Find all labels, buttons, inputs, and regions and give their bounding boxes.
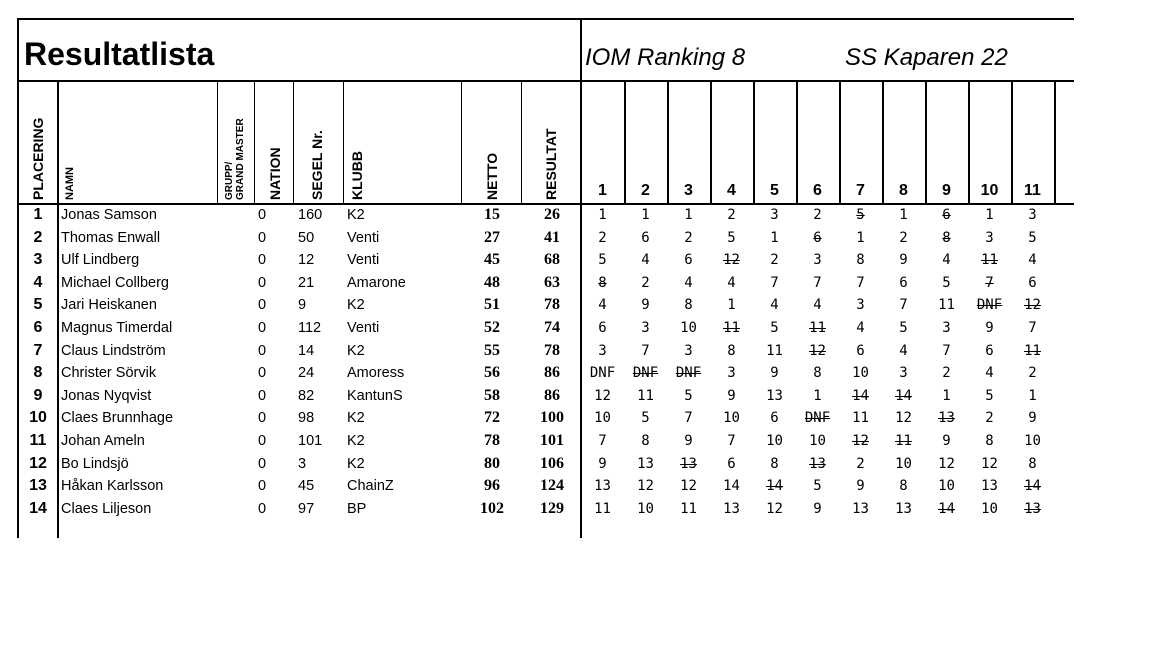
table-row <box>0 453 1152 476</box>
race-11-score: 2 <box>1028 365 1037 382</box>
race-11-score: 4 <box>1028 252 1037 269</box>
sail-number-cell: 160 <box>298 207 323 223</box>
race-10-score: 12 <box>981 455 998 472</box>
race-9-score: 1 <box>942 387 951 404</box>
race-7-score: 1 <box>856 229 865 246</box>
club-cell: Amoress <box>347 365 405 382</box>
sail-number-cell: 9 <box>298 297 307 314</box>
race-3-score: 3 <box>684 342 693 359</box>
club-cell: Amarone <box>347 274 406 291</box>
race-4-score: 3 <box>727 365 736 382</box>
nation-cell: 0 <box>258 229 267 246</box>
netto-cell: 80 <box>484 454 500 472</box>
netto-cell: 55 <box>484 341 500 359</box>
club-cell: K2 <box>347 433 365 449</box>
race-6-score: 9 <box>813 500 822 517</box>
placement-cell: 9 <box>33 386 43 404</box>
name-cell: Christer Sörvik <box>61 365 157 382</box>
race-4-score: 13 <box>723 500 740 517</box>
header-netto: NETTO <box>484 152 500 200</box>
race-5-score: 10 <box>766 433 783 449</box>
netto-cell: 96 <box>484 477 500 495</box>
race-11-score: 11 <box>1024 342 1041 359</box>
resultat-cell: 100 <box>540 409 564 427</box>
race-11-score: 1 <box>1028 387 1037 404</box>
race-3-score: 13 <box>680 455 697 472</box>
race-10-score: 10 <box>981 500 998 517</box>
sail-number-cell: 50 <box>298 229 315 246</box>
placement-cell: 12 <box>29 454 47 472</box>
race-5-score: 7 <box>770 274 779 291</box>
race-9-score: 12 <box>938 455 955 472</box>
race-11-score: 9 <box>1028 410 1037 427</box>
race-7-score: 13 <box>852 500 869 517</box>
race-2-score: 11 <box>637 387 654 404</box>
nation-cell: 0 <box>258 252 267 269</box>
header-namn: NAMN <box>64 167 76 200</box>
race-2-score: 6 <box>641 229 650 246</box>
table-row <box>0 362 1152 385</box>
race-4-score: 11 <box>723 320 740 336</box>
netto-cell: 72 <box>484 409 500 427</box>
club-cell: K2 <box>347 297 365 314</box>
name-cell: Håkan Karlsson <box>61 478 164 495</box>
header-race-2: 2 <box>641 182 650 199</box>
title-rule <box>18 80 1074 82</box>
race-7-score: 14 <box>852 387 869 404</box>
resultat-cell: 124 <box>540 477 564 495</box>
race-5-score: 5 <box>770 320 779 336</box>
race-8-score: 7 <box>899 297 908 314</box>
netto-cell: 78 <box>484 432 500 449</box>
sail-number-cell: 112 <box>298 320 322 336</box>
sail-number-cell: 45 <box>298 478 315 495</box>
table-row <box>0 249 1152 272</box>
race-4-score: 9 <box>727 387 736 404</box>
race-4-score: 14 <box>723 478 740 495</box>
netto-cell: 56 <box>484 364 500 382</box>
race-10-score: 13 <box>981 478 998 495</box>
resultat-cell: 68 <box>544 251 560 269</box>
netto-cell: 45 <box>484 251 500 269</box>
race-5-score: 13 <box>766 387 783 404</box>
race-10-score: 2 <box>985 410 994 427</box>
race-10-score: 9 <box>985 320 994 336</box>
race-6-score: 2 <box>813 207 822 223</box>
netto-cell: 15 <box>484 206 500 223</box>
race-1-score: 3 <box>598 342 607 359</box>
race-3-score: 6 <box>684 252 693 269</box>
resultat-cell: 78 <box>544 341 560 359</box>
race-1-score: DNF <box>589 365 616 382</box>
race-2-score: 1 <box>641 207 650 223</box>
race-1-score: 9 <box>598 455 607 472</box>
header-race-11: 11 <box>1024 182 1041 199</box>
name-cell: Bo Lindsjö <box>61 455 129 472</box>
race-7-score: 10 <box>852 365 869 382</box>
race-1-score: 5 <box>598 252 607 269</box>
race-6-score: 6 <box>813 229 822 246</box>
placement-cell: 1 <box>33 206 43 223</box>
race-11-score: 6 <box>1028 274 1037 291</box>
sail-number-cell: 3 <box>298 455 307 472</box>
placement-cell: 3 <box>33 251 43 269</box>
table-row <box>0 475 1152 498</box>
header-placering: PLACERING <box>30 117 46 200</box>
race-7-score: 5 <box>856 207 865 223</box>
race-9-score: 6 <box>942 207 951 223</box>
race-11-score: 5 <box>1028 229 1037 246</box>
race-3-score: 7 <box>684 410 693 427</box>
race-5-score: 1 <box>770 229 779 246</box>
race-2-score: 8 <box>641 433 650 449</box>
col-rule-grupp <box>254 81 255 203</box>
race-6-score: 10 <box>809 433 826 449</box>
sail-number-cell: 24 <box>298 365 315 382</box>
race-8-score: 8 <box>899 478 908 495</box>
race-10-score: 8 <box>985 433 994 449</box>
resultat-cell: 101 <box>540 432 564 449</box>
race-10-score: 7 <box>985 274 994 291</box>
race-9-score: 7 <box>942 342 951 359</box>
resultat-cell: 63 <box>544 273 560 291</box>
table-row <box>0 317 1152 340</box>
race-3-score: 10 <box>680 320 697 336</box>
netto-cell: 48 <box>484 273 500 291</box>
race-4-score: 6 <box>727 455 736 472</box>
top-rule <box>18 18 1074 20</box>
race-7-score: 3 <box>856 297 865 314</box>
netto-cell: 51 <box>484 296 500 314</box>
race-3-score: 12 <box>680 478 697 495</box>
race-7-score: 9 <box>856 478 865 495</box>
name-cell: Jonas Nyqvist <box>61 387 152 404</box>
page-title: Resultatlista <box>24 36 215 72</box>
race-6-score: 7 <box>813 274 822 291</box>
table-row <box>0 430 1152 453</box>
nation-cell: 0 <box>258 500 267 517</box>
venue-name: SS Kaparen 22 <box>845 44 1008 71</box>
race-1-score: 1 <box>598 207 607 223</box>
race-10-score: DNF <box>976 297 1003 314</box>
resultat-cell: 26 <box>544 206 560 223</box>
header-race-1: 1 <box>598 182 607 199</box>
sail-number-cell: 98 <box>298 410 315 427</box>
table-row <box>0 204 1152 227</box>
club-cell: ChainZ <box>347 478 394 495</box>
nation-cell: 0 <box>258 365 267 382</box>
nation-cell: 0 <box>258 320 267 336</box>
sail-number-cell: 12 <box>298 252 315 269</box>
header-race-10: 10 <box>980 182 999 199</box>
header-race-4: 4 <box>727 182 736 199</box>
race-2-score: 3 <box>641 320 650 336</box>
header-nation: NATION <box>267 147 283 200</box>
nation-cell: 0 <box>258 478 267 495</box>
race-4-score: 4 <box>727 274 736 291</box>
race-9-score: 9 <box>942 433 951 449</box>
race-6-score: DNF <box>804 410 831 427</box>
race-1-score: 4 <box>598 297 607 314</box>
race-8-score: 3 <box>899 365 908 382</box>
race-2-score: 12 <box>637 478 654 495</box>
race-8-score: 5 <box>899 320 908 336</box>
netto-cell: 27 <box>484 228 500 246</box>
table-row <box>0 227 1152 250</box>
race-6-score: 8 <box>813 365 822 382</box>
name-cell: Jonas Samson <box>61 207 157 223</box>
race-5-score: 2 <box>770 252 779 269</box>
header-race-8: 8 <box>899 182 908 199</box>
race-3-score: 1 <box>684 207 693 223</box>
race-1-score: 13 <box>594 478 611 495</box>
club-cell: Venti <box>347 229 380 246</box>
race-8-score: 12 <box>895 410 912 427</box>
nation-cell: 0 <box>258 387 267 404</box>
race-7-score: 4 <box>856 320 865 336</box>
race-6-score: 4 <box>813 297 822 314</box>
race-8-score: 10 <box>895 455 912 472</box>
race-10-score: 5 <box>985 387 994 404</box>
col-rule-namn <box>217 81 218 203</box>
race-7-score: 6 <box>856 342 865 359</box>
placement-cell: 8 <box>33 364 43 382</box>
race-9-score: 13 <box>938 410 955 427</box>
race-11-score: 7 <box>1028 320 1037 336</box>
placement-cell: 5 <box>33 296 43 314</box>
header-klubb: KLUBB <box>349 151 365 200</box>
race-11-score: 13 <box>1024 500 1041 517</box>
nation-cell: 0 <box>258 297 267 314</box>
race-8-score: 1 <box>899 207 908 223</box>
race-3-score: 5 <box>684 387 693 404</box>
header-race-7: 7 <box>856 182 865 199</box>
race-5-score: 12 <box>766 500 783 517</box>
race-6-score: 11 <box>809 320 826 336</box>
header-race-9: 9 <box>942 182 951 199</box>
club-cell: K2 <box>347 207 365 223</box>
race-9-score: 2 <box>942 365 951 382</box>
header-race-5: 5 <box>770 182 779 199</box>
race-10-score: 6 <box>985 342 994 359</box>
race-4-score: 2 <box>727 207 736 223</box>
club-cell: K2 <box>347 342 365 359</box>
race-9-score: 4 <box>942 252 951 269</box>
header-grupp-line1: GRUPP/ <box>224 161 235 200</box>
header-race-6: 6 <box>813 182 822 199</box>
race-5-score: 9 <box>770 365 779 382</box>
race-4-score: 7 <box>727 433 736 449</box>
race-10-score: 3 <box>985 229 994 246</box>
race-1-score: 6 <box>598 320 607 336</box>
race-1-score: 7 <box>598 433 607 449</box>
race-1-score: 12 <box>594 387 611 404</box>
race-9-score: 11 <box>938 297 955 314</box>
race-2-score: 7 <box>641 342 650 359</box>
nation-cell: 0 <box>258 455 267 472</box>
header-race-3: 3 <box>684 182 693 199</box>
col-rule-netto <box>521 81 522 203</box>
race-4-score: 8 <box>727 342 736 359</box>
race-11-score: 10 <box>1024 433 1041 449</box>
race-6-score: 1 <box>813 387 822 404</box>
name-cell: Thomas Enwall <box>61 229 161 246</box>
col-rule-nation <box>293 81 294 203</box>
race-6-score: 12 <box>809 342 826 359</box>
race-3-score: 2 <box>684 229 693 246</box>
race-11-score: 8 <box>1028 455 1037 472</box>
race-9-score: 8 <box>942 229 951 246</box>
race-7-score: 2 <box>856 455 865 472</box>
race-3-score: 8 <box>684 297 693 314</box>
placement-cell: 14 <box>29 499 47 517</box>
race-5-score: 8 <box>770 455 779 472</box>
nation-cell: 0 <box>258 433 267 449</box>
event-name: IOM Ranking 8 <box>585 44 746 71</box>
name-cell: Michael Collberg <box>61 274 169 291</box>
race-7-score: 12 <box>852 433 869 449</box>
race-10-score: 1 <box>985 207 994 223</box>
placement-cell: 2 <box>33 228 43 246</box>
race-6-score: 5 <box>813 478 822 495</box>
table-row <box>0 498 1152 521</box>
race-8-score: 11 <box>895 433 912 449</box>
race-8-score: 14 <box>895 387 912 404</box>
race-2-score: 2 <box>641 274 650 291</box>
race-9-score: 3 <box>942 320 951 336</box>
name-cell: Claes Brunnhage <box>61 410 174 427</box>
sail-number-cell: 97 <box>298 500 315 517</box>
placement-cell: 7 <box>33 341 43 359</box>
resultat-cell: 86 <box>544 364 560 382</box>
resultat-cell: 106 <box>540 454 564 472</box>
race-3-score: 11 <box>680 500 697 517</box>
name-cell: Claus Lindström <box>61 342 166 359</box>
club-cell: Venti <box>347 320 380 336</box>
placement-cell: 4 <box>33 273 43 291</box>
table-row <box>0 294 1152 317</box>
netto-cell: 102 <box>480 499 504 517</box>
race-9-score: 14 <box>938 500 955 517</box>
sail-number-cell: 21 <box>298 274 315 291</box>
placement-cell: 11 <box>29 432 47 449</box>
race-3-score: 9 <box>684 433 693 449</box>
netto-cell: 52 <box>484 319 500 336</box>
race-2-score: DNF <box>632 365 659 382</box>
sail-number-cell: 101 <box>298 433 323 449</box>
race-9-score: 10 <box>938 478 955 495</box>
club-cell: BP <box>347 500 367 517</box>
resultat-cell: 74 <box>544 319 560 336</box>
race-4-score: 1 <box>727 297 736 314</box>
name-cell: Claes Liljeson <box>61 500 152 517</box>
race-8-score: 4 <box>899 342 908 359</box>
race-1-score: 11 <box>594 500 611 517</box>
race-3-score: DNF <box>675 365 702 382</box>
race-1-score: 10 <box>594 410 611 427</box>
race-7-score: 8 <box>856 252 865 269</box>
race-10-score: 4 <box>985 365 994 382</box>
resultat-cell: 41 <box>544 228 560 246</box>
resultat-cell: 86 <box>544 386 560 404</box>
nation-cell: 0 <box>258 342 267 359</box>
nation-cell: 0 <box>258 207 267 223</box>
race-2-score: 4 <box>641 252 650 269</box>
nation-cell: 0 <box>258 274 267 291</box>
col-rule-klubb <box>461 81 462 203</box>
placement-cell: 10 <box>29 409 47 427</box>
race-11-score: 14 <box>1024 478 1041 495</box>
table-row <box>0 407 1152 430</box>
race-2-score: 10 <box>637 500 654 517</box>
race-2-score: 13 <box>637 455 654 472</box>
club-cell: K2 <box>347 455 365 472</box>
race-2-score: 9 <box>641 297 650 314</box>
resultat-cell: 78 <box>544 296 560 314</box>
netto-cell: 58 <box>484 386 500 404</box>
race-8-score: 2 <box>899 229 908 246</box>
race-8-score: 9 <box>899 252 908 269</box>
race-4-score: 5 <box>727 229 736 246</box>
name-cell: Magnus Timerdal <box>61 320 173 336</box>
race-5-score: 3 <box>770 207 779 223</box>
name-cell: Johan Ameln <box>61 433 145 449</box>
race-5-score: 14 <box>766 478 783 495</box>
club-cell: KantunS <box>347 387 403 404</box>
race-6-score: 13 <box>809 455 826 472</box>
name-cell: Ulf Lindberg <box>61 252 140 269</box>
race-4-score: 10 <box>723 410 740 427</box>
race-9-score: 5 <box>942 274 951 291</box>
race-2-score: 5 <box>641 410 650 427</box>
table-row <box>0 340 1152 363</box>
table-row <box>0 272 1152 295</box>
race-5-score: 6 <box>770 410 779 427</box>
placement-cell: 6 <box>33 319 43 336</box>
table-row <box>0 385 1152 408</box>
club-cell: K2 <box>347 410 365 427</box>
club-cell: Venti <box>347 252 380 269</box>
sail-number-cell: 14 <box>298 342 315 359</box>
header-grupp <box>224 118 246 200</box>
race-11-score: 3 <box>1028 207 1037 223</box>
race-7-score: 11 <box>852 410 869 427</box>
header-grupp-line2: GRAND MASTER <box>235 118 246 200</box>
header-resultat: RESULTAT <box>543 128 559 200</box>
race-1-score: 8 <box>598 274 607 291</box>
name-cell: Jari Heiskanen <box>61 297 157 314</box>
race-10-score: 11 <box>981 252 998 269</box>
race-3-score: 4 <box>684 274 693 291</box>
placement-cell: 13 <box>29 477 47 495</box>
race-8-score: 13 <box>895 500 912 517</box>
race-4-score: 12 <box>723 252 740 269</box>
race-8-score: 6 <box>899 274 908 291</box>
col-rule-race-11 <box>1054 81 1056 204</box>
race-5-score: 4 <box>770 297 779 314</box>
col-rule-segel <box>343 81 344 203</box>
nation-cell: 0 <box>258 410 267 427</box>
header-segel: SEGEL Nr. <box>309 130 325 200</box>
sail-number-cell: 82 <box>298 387 315 404</box>
race-7-score: 7 <box>856 274 865 291</box>
race-1-score: 2 <box>598 229 607 246</box>
resultat-cell: 129 <box>540 499 564 517</box>
race-6-score: 3 <box>813 252 822 269</box>
race-5-score: 11 <box>766 342 783 359</box>
race-11-score: 12 <box>1024 297 1041 314</box>
